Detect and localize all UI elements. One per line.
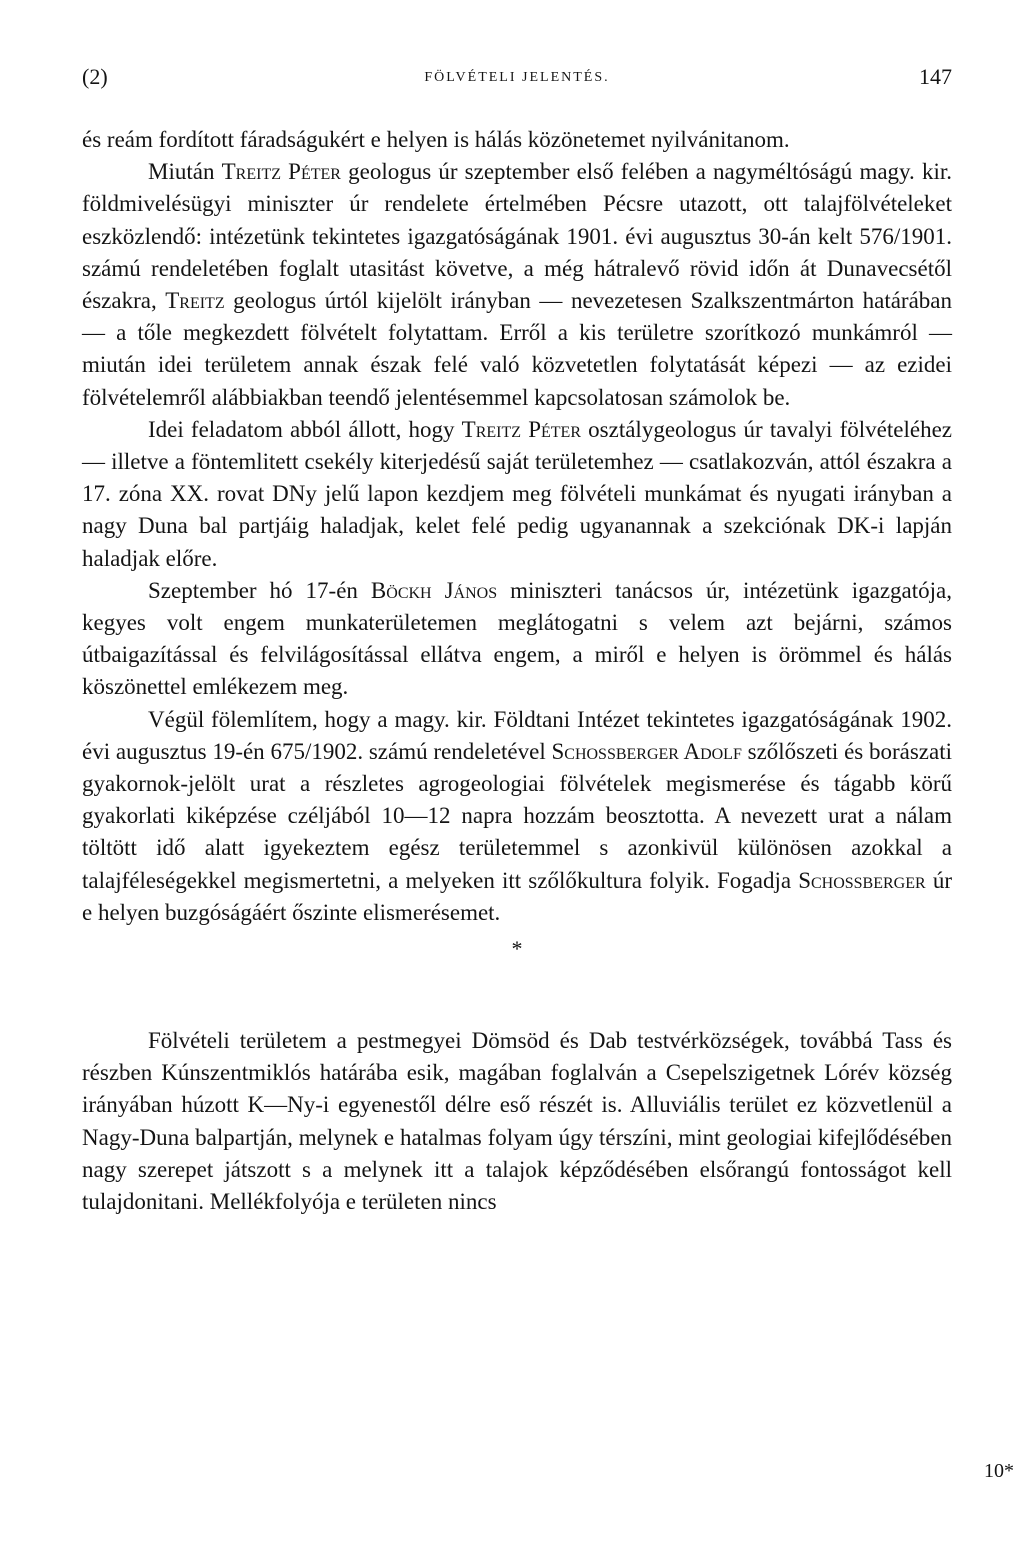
- document-page: [82, 60, 952, 1218]
- person-name: Treitz: [165, 288, 225, 314]
- paragraph-4: Szeptember hó 17-én Böckh János miniszteri tanácsos úr, intézetünk igazgatója, kegyes volt engem munkaterületemen meglátogatni s velem azt bejárni, számos útbaigazítással és felvilágosítással ellátva engem, a miről e helyen is örömmel és hálás köszönettel emlékezem meg.: [82, 577, 952, 700]
- section-number: (2): [82, 64, 108, 89]
- paragraph-3: Idei feladatom abból állott, hogy Treitz Péter osztálygeologus úr tavalyi fölvételéhez — illetve a föntemlitett csekély kiterjedésű saját területemhez — csatlakozván, attól északra a 17. zóna XX. rovat DNy jelű lapon kezdjem meg fölvételi munkámat és nyugati irányban a nagy Duna bal partjáig haladjak, kelet felé pedig ugyanannak a szekciónak DK-i lapján haladjak előre.: [82, 416, 952, 571]
- person-name: Treitz Péter: [461, 416, 581, 442]
- body-text: [82, 124, 952, 1218]
- paragraph-2: Miután Treitz Péter geologus úr szeptember első felében a nagyméltóságú magy. kir. földmivelésügyi miniszter úr rendelete értelmében Pécsre utazott, ott talajfölvételeket eszközlendő: intézetünk tekintetes igazgatóságának 1901. évi augusztus 30-án kelt 576/1901. számú rendeletében foglalt utasitást követve, a még hátralevő rövid időn át Dunavecsétől északra, Treitz geologus úrtól kijelölt irányban — nevezetesen Szalkszentmárton határában — a tőle megkezdett fölvételt folytattam. Erről a kis területre szorítkozó munkámról — miután idei területem annak észak felé való közvetetlen folytatását képezi — az ezidei fölvételemről alábbiakban teendő jelentésemmel kapcsolatosan számolok be.: [82, 159, 952, 410]
- paragraph-1: és reám fordított fáradságukért e helyen is hálás közönetemet nyilvánitanom.: [82, 127, 790, 152]
- paragraph-5: Végül fölemlítem, hogy a magy. kir. Földtani Intézet tekintetes igazgatóságának 1902. évi augusztus 19-én 675/1902. számú rendeletével Schossberger Adolf szőlőszeti és borászati gyakornok-jelölt urat a részletes agrogeologiai fölvételek megismerése és tágabb körű gyakorlati kiképzése czéljából 10—12 napra hozzám beosztotta. A nevezett urat a nálam töltött idő alatt igyekeztem egész területemmel s azonkivül különösen azokkal a talajféleségekkel megismertetni, a melyeken itt szőlőkultura folyik. Fogadja Schossberger úr e helyen buzgóságáért őszinte elismerésemet.: [82, 706, 953, 925]
- person-name: Treitz Péter: [221, 159, 341, 185]
- paragraph-6: Fölvételi területem a pestmegyei Dömsöd és Dab testvérközségek, továbbá Tass és részben Kúnszentmiklós határába esik, magában foglalván a Csepelszigetnek Lórév község irányában húzott K—Ny-i egyenestől délre eső részét is. Alluviális terület ez közvetlenül a Nagy-Duna balpartján, melynek e hatalmas folyam úgy térszíni, mint geologiai kifejlődésében nagy szerepet játszott s a melynek itt a talajok képződésében elsőrangú fontosságot kell tulajdonitani. Mellékfolyója e területen nincs: [82, 1028, 952, 1215]
- person-name: Schossberger: [798, 867, 926, 893]
- person-name: Böckh János: [370, 577, 498, 603]
- section-separator: *: [511, 936, 523, 962]
- page-number: 147: [919, 64, 952, 89]
- running-title: FÖLVÉTELI JELENTÉS.: [424, 70, 610, 85]
- person-name: Schossberger Adolf: [551, 738, 742, 764]
- running-head: [82, 60, 952, 96]
- signature-mark: 10*: [984, 1460, 1014, 1482]
